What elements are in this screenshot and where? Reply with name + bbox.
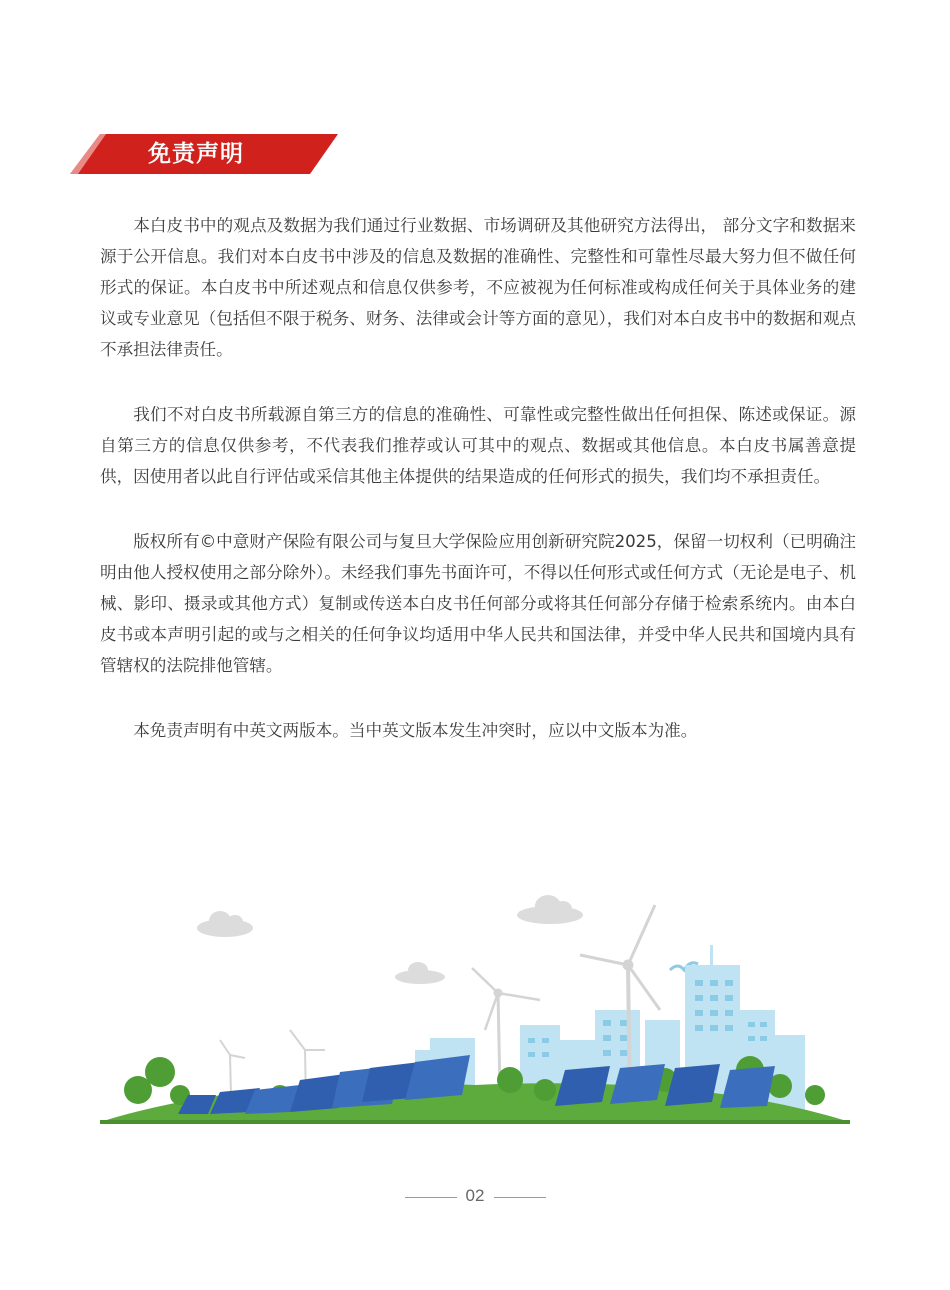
page-number: 02 bbox=[465, 1186, 485, 1205]
paragraph-copyright: 版权所有©中意财产保险有限公司与复旦大学保险应用创新研究院2025，保留一切权利（已明确注明由他人授权使用之部分除外）。未经我们事先书面许可，不得以任何形式或任何方式（无论是电子、机械、影印、摄录或其他方式）复制或传送本白皮书任何部分或将其任何部分存储于检索系统内。由本白皮书或本声明引起的或与之相关的任何争议均适用中华人民共和国法律，并受中华人民共和国境内具有管辖权的法院排他管辖。 bbox=[100, 532, 856, 675]
city-skyline-with-solar-panels-and-wind-turbines-icon bbox=[100, 890, 850, 1130]
disclaimer-body bbox=[100, 210, 856, 780]
cloud-icon bbox=[197, 895, 583, 984]
section-banner bbox=[70, 134, 338, 174]
page-footer bbox=[0, 1180, 950, 1216]
paragraph-third-party: 我们不对白皮书所载源自第三方的信息的准确性、可靠性或完整性做出任何担保、陈述或保证。源自第三方的信息仅供参考，不代表我们推荐或认可其中的观点、数据或其他信息。本白皮书属善意提供，因使用者以此自行评估或采信其他主体提供的结果造成的任何形式的损失，我们均不承担责任。 bbox=[100, 405, 856, 486]
paragraph-language-version: 本免责声明有中英文两版本。当中英文版本发生冲突时，应以中文版本为准。 bbox=[133, 721, 698, 740]
footer-rule-left bbox=[405, 1197, 457, 1198]
section-title: 免责声明 bbox=[148, 141, 244, 167]
green-city-illustration bbox=[100, 890, 850, 1130]
footer-rule-right bbox=[494, 1197, 546, 1198]
paragraph-opinions-data: 本白皮书中的观点及数据为我们通过行业数据、市场调研及其他研究方法得出， 部分文字和数据来源于公开信息。我们对本白皮书中涉及的信息及数据的准确性、完整性和可靠性尽最大努力但不做任何形式的保证。本白皮书中所述观点和信息仅供参考，不应被视为任何标准或构成任何关于具体业务的建议或专业意见（包括但不限于税务、财务、法律或会计等方面的意见），我们对本白皮书中的数据和观点不承担法律责任。 bbox=[100, 216, 856, 359]
